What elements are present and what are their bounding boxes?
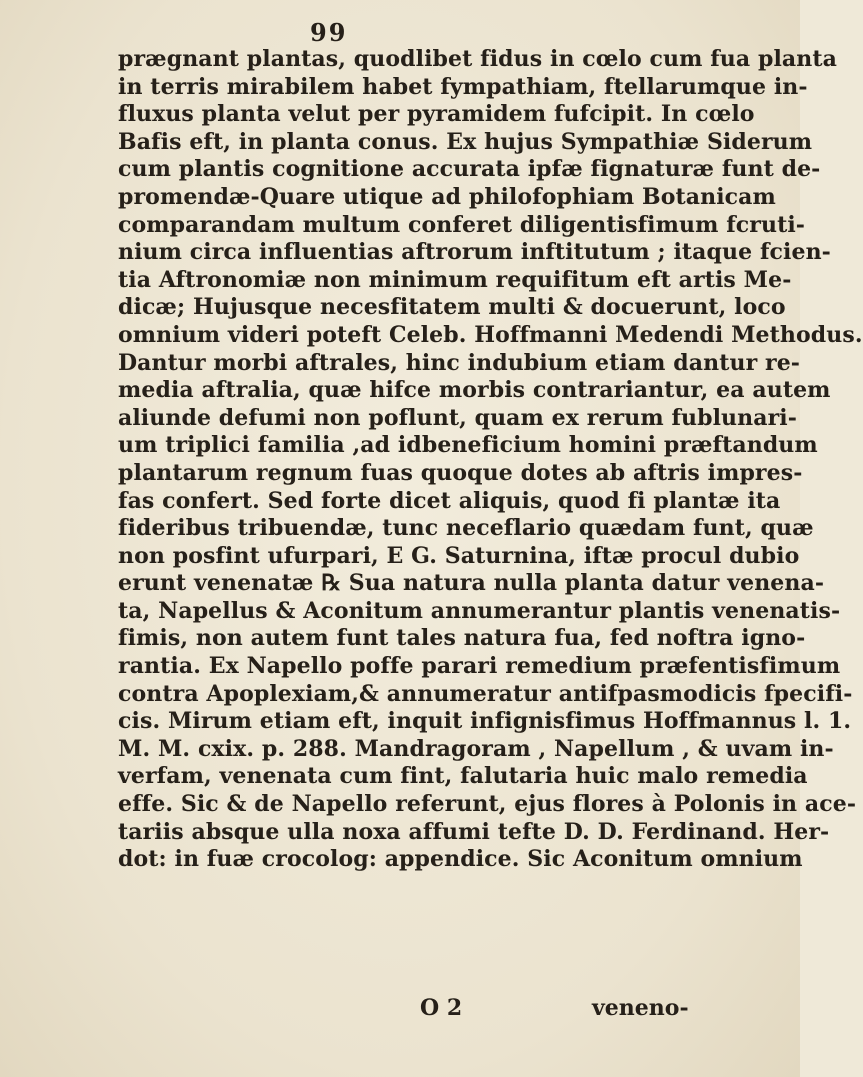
text-line: fluxus planta velut per pyramidem fufcipit. In cœlo [118, 101, 755, 128]
page-footer [0, 995, 800, 1025]
text-line: erunt venenatæ ℞ Sua natura nulla planta datur venena- [118, 570, 825, 597]
text-line: comparandam multum conferet diligentisfimum fcruti- [118, 211, 806, 238]
text-line: rantia. Ex Napello poffe parari remedium præfentisfimum [118, 653, 841, 680]
catchword: veneno- [592, 995, 689, 1021]
text-line: M. M. cxix. p. 288. Mandragoram , Napellum , & uvam in- [118, 735, 834, 762]
text-line: fas confert. Sed forte dicet aliquis, quod fi plantæ ita [118, 487, 781, 514]
text-line: promendæ-Quare utique ad philofophiam Botanicam [118, 183, 776, 210]
text-line: cum plantis cognitione accurata ipfæ fignaturæ funt de- [118, 156, 821, 183]
text-line: fimis, non autem funt tales natura fua, fed noftra igno- [118, 625, 806, 652]
text-line: plantarum regnum fuas quoque dotes ab aftris impres- [118, 459, 803, 486]
text-line: tariis absque ulla noxa affumi tefte D. D. Ferdinand. Her- [118, 818, 830, 845]
text-line: cis. Mirum etiam eft, inquit infignisfimus Hoffmannus l. 1. [118, 708, 852, 735]
text-line: dot: in fuæ crocolog: appendice. Sic Aconitum omnium [118, 846, 803, 873]
text-line: prægnant plantas, quodlibet fidus in cœlo cum fua planta [118, 46, 837, 72]
text-line: aliunde defumi non poflunt, quam ex rerum fublunari- [118, 404, 797, 431]
text-line: nium circa influentias aftrorum inftitutum ; itaque fcien- [118, 239, 831, 266]
text-line: dicæ; Hujusque necesfitatem multi & docuerunt, loco [118, 294, 786, 321]
body-text [118, 46, 863, 874]
text-line: verfam, venenata cum fint, falutaria huic malo remedia [118, 763, 808, 790]
text-line: Bafis eft, in planta conus. Ex hujus Sympathiæ Siderum [118, 128, 813, 155]
text-line: Dantur morbi aftrales, hinc indubium etiam dantur re- [118, 349, 801, 376]
text-line: fideribus tribuendæ, tunc neceflario quædam funt, quæ [118, 515, 814, 542]
text-line: in terris mirabilem habet fympathiam, ftellarumque in- [118, 73, 808, 100]
text-line: omnium videri poteft Celeb. Hoffmanni Medendi Methodus. [118, 321, 863, 348]
text-line: tia Aftronomiæ non minimum requifitum eft artis Me- [118, 266, 792, 293]
signature-mark: O 2 [420, 995, 463, 1021]
text-line: media aftralia, quæ hifce morbis contrariantur, ea autem [118, 377, 831, 404]
text-line: ta, Napellus & Aconitum annumerantur plantis venenatis- [118, 597, 841, 624]
page-number: 99 [310, 18, 348, 47]
text-line: contra Apoplexiam,& annumeratur antifpasmodicis fpecifi- [118, 680, 853, 707]
text-line: um triplici familia ,ad idbeneficium homini præftandum [118, 432, 818, 459]
text-line: non posfint ufurpari, E G. Saturnina, iftæ procul dubio [118, 542, 800, 569]
text-line: effe. Sic & de Napello referunt, ejus flores à Polonis in ace- [118, 791, 857, 818]
